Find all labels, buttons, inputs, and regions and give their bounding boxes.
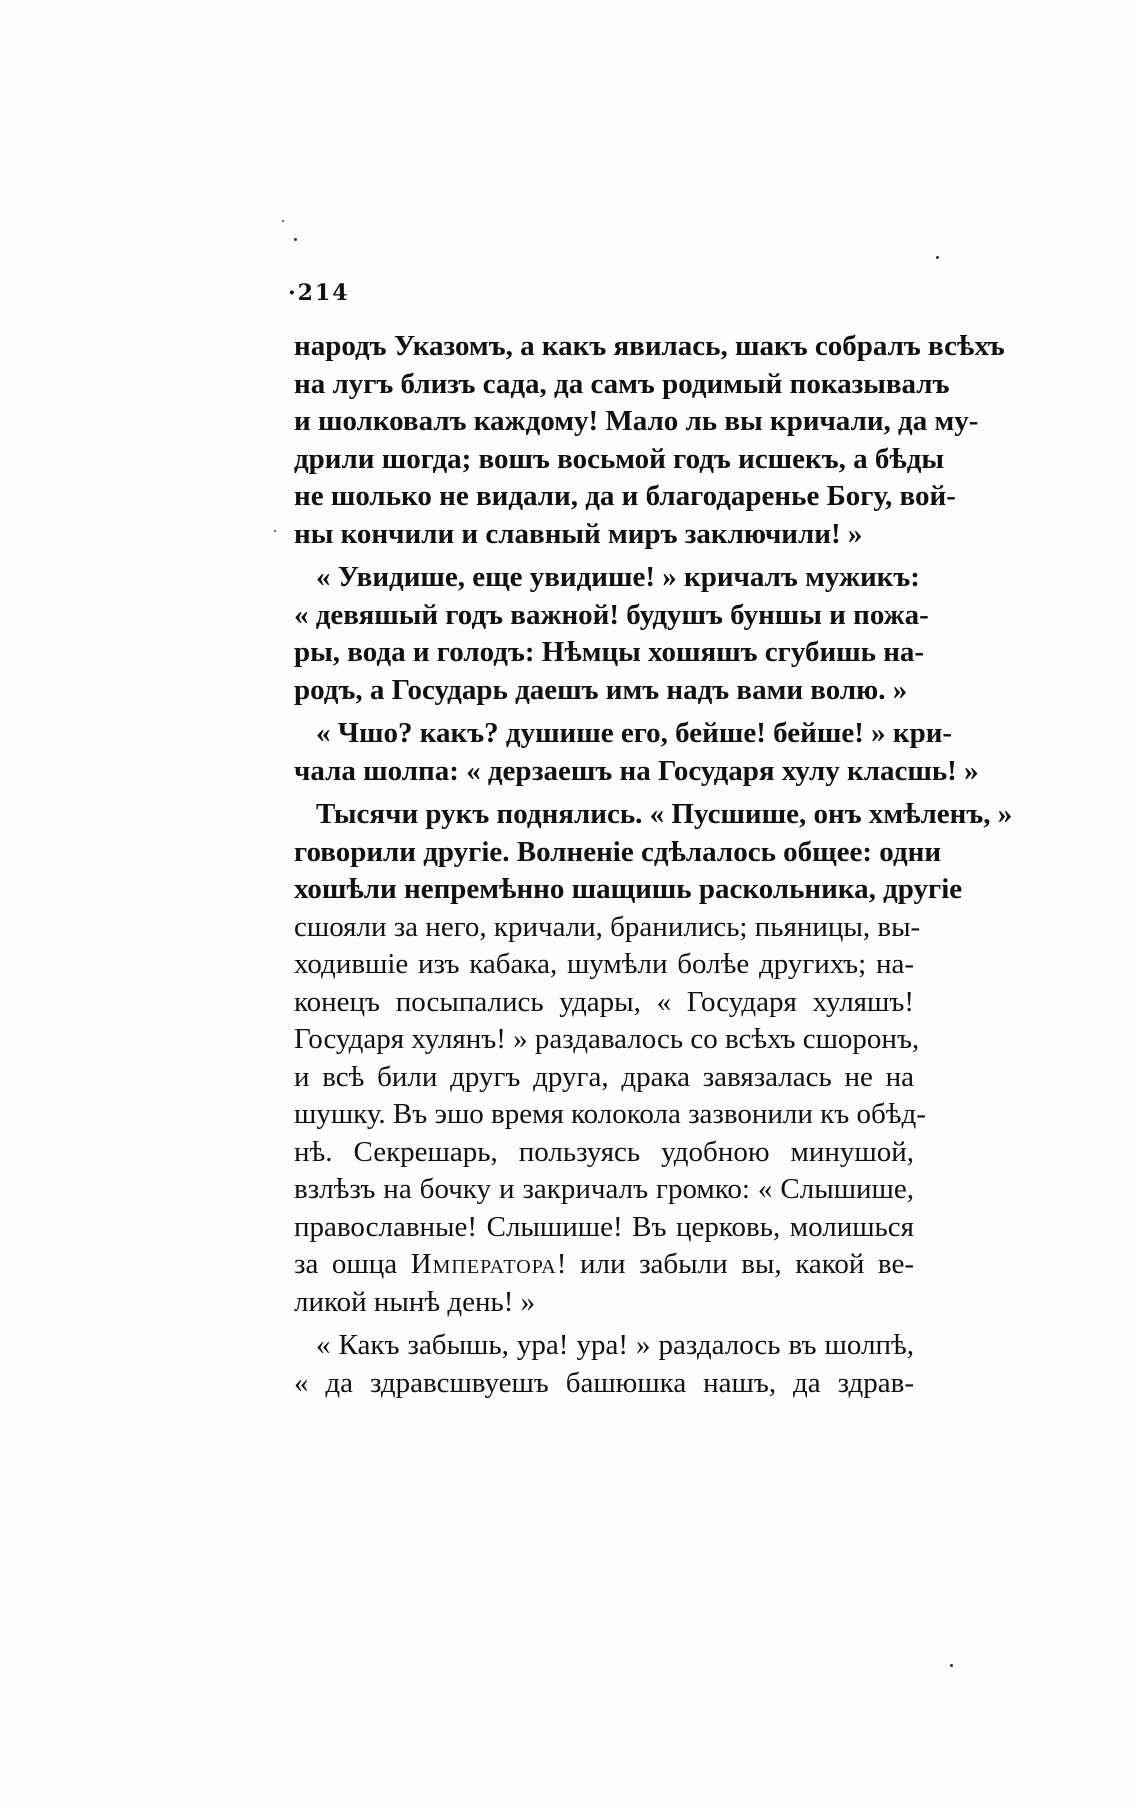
text-line: Тысячи рукъ поднялись. « Пусшише, онъ хмѣленъ, » [316,798,1013,830]
text-line: и шолковалъ каждому! Мало ль вы кричали, да му- [294,405,979,437]
scan-speck [294,238,297,241]
text-line: говорили другіе. Волненіе сдѣлалось общее: одни [294,835,942,868]
body-text [294,328,1013,1402]
scan-speck [950,1664,953,1667]
text-line: на лугъ близъ сада, да самъ родимый показывалъ [294,367,950,400]
text-line: ликой нынѣ день! » [294,1285,536,1318]
text-line: нѣ. Секрешарь, пользуясь удобною минушой, [294,1135,914,1168]
text-line: « девяшый годъ важной! будушъ буншы и пожа- [294,598,929,631]
text-line: народъ Указомъ, а какъ явилась, шакъ собралъ всѣхъ [294,330,1005,362]
text-line: « Какъ забышь, ура! ура! » раздалось въ шолпѣ, [316,1329,914,1361]
text-line [294,1246,914,1284]
scan-speck [282,220,284,222]
text-fragment: за ошца [294,1248,411,1280]
text-fragment: ! или забыли вы, какой ве- [556,1248,914,1280]
text-line: дрили шогда; вошъ восьмой годъ исшекъ, а бѣды [294,442,945,475]
emperor-smallcaps: Императора [410,1248,557,1280]
text-line: родъ, а Государь даешъ имъ надъ вами волю. » [294,673,908,706]
scan-speck [936,256,939,259]
text-line: « да здравсшвуешъ башюшка нашъ, да здрав- [294,1366,914,1399]
scan-speck [274,530,276,532]
text-line: и всѣ били другъ друга, драка завязалась не на [294,1060,914,1093]
text-line: ры, вода и голодъ: Нѣмцы хошяшъ сгубишь на- [294,636,925,668]
text-line: конецъ посыпались удары, « Государя хуляшъ! [294,985,914,1018]
text-line: « Увидише, еще увидише! » кричалъ мужикъ: [316,561,920,593]
text-line: шушку. Въ эшо время колокола зазвонили къ обѣд- [294,1098,926,1130]
text-line: « Чшо? какъ? душише его, бейше! бейше! » кри- [316,717,953,749]
text-line: сшояли за него, кричали, бранились; пьяницы, вы- [294,910,921,943]
text-line: православные! Слышише! Въ церковь, молишься [294,1210,914,1243]
text-line: ходившіе изъ кабака, шумѣли болѣе другихъ; на- [294,948,914,980]
text-line: взлѣзъ на бочку и закричалъ громко: « Слышише, [294,1173,914,1205]
text-line: ны кончили и славный миръ заключили! » [294,517,863,550]
text-line: не шолько не видали, да и благодаренье Богу, вой- [294,480,956,512]
text-line: Государя хулянъ! » раздавалось со всѣхъ сшоронъ, [294,1023,920,1055]
page-number: ·214 [288,280,350,306]
text-line: хошѣли непремѣнно шащишь раскольника, другіе [294,873,963,905]
text-line: чала шолпа: « дерзаешъ на Государя хулу класшь! » [294,754,979,787]
